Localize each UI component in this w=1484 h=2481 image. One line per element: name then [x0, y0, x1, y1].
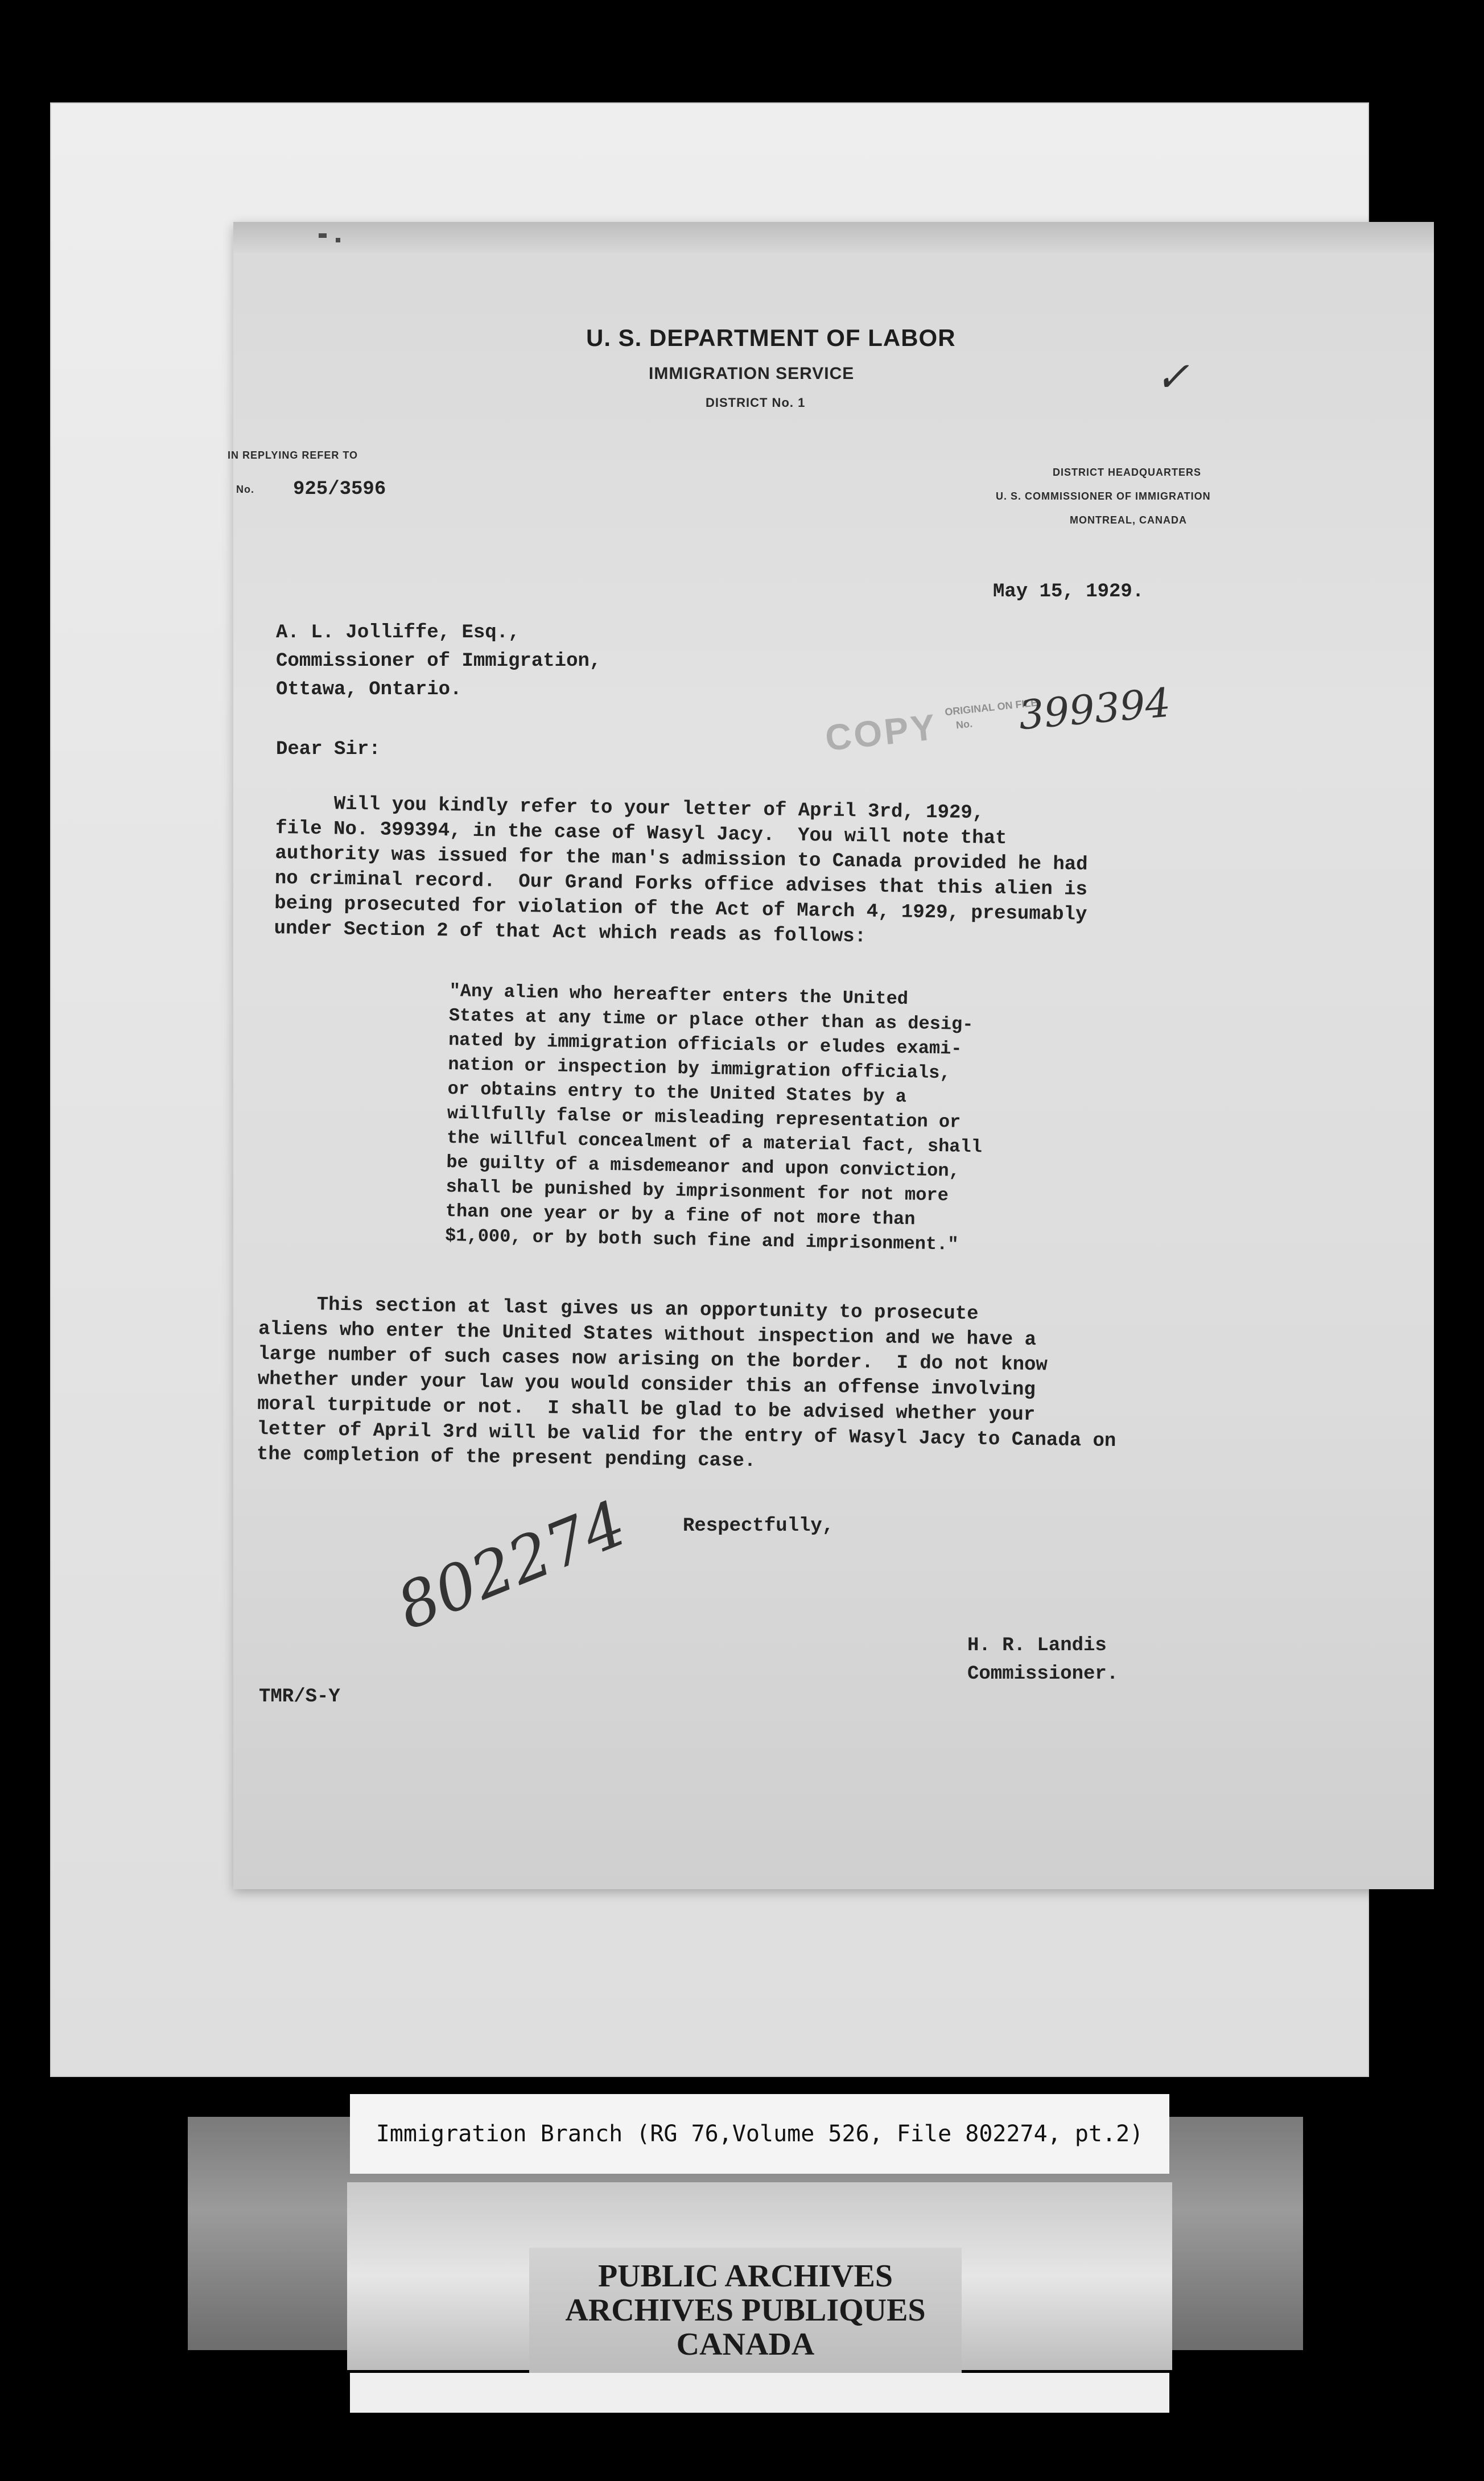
quote-line: States at any time or place other than as desig- [448, 1004, 974, 1036]
paragraph-1-line: authority was issued for the man's admission to Canada provided he had [275, 842, 1088, 876]
folded-top-edge [233, 222, 1434, 253]
paragraph-2 [257, 1292, 1283, 1481]
signatory-name: H. R. Landis [967, 1635, 1107, 1656]
handwritten-file-number: 399394 [1016, 679, 1173, 739]
archive-stamp-line-2: ARCHIVES PUBLIQUES [565, 2293, 926, 2328]
quote-line: nation or inspection by immigration officials, [448, 1053, 951, 1084]
copy-stamp-line-2: No. [955, 718, 973, 731]
paragraph-2-line: large number of such cases now arising on the border. I do not know [258, 1343, 1048, 1376]
copy-stamp: COPY [823, 706, 939, 759]
letter-date: May 15, 1929. [993, 581, 1144, 603]
paragraph-1-line: under Section 2 of that Act which reads as follows: [274, 917, 867, 948]
quote-line: be guilty of a misdemeanor and upon conviction, [446, 1151, 961, 1182]
quote-line: the willful concealment of a material fact, shall [446, 1127, 983, 1158]
handwritten-file-number-2: 802274 [387, 1486, 636, 1644]
reply-refer-prompt: IN REPLYING REFER TO [228, 450, 358, 461]
paragraph-1-line: being prosecuted for violation of the Act of March 4, 1929, presumably [274, 892, 1087, 926]
check-mark: ✓ [1155, 353, 1190, 401]
bottom-white-strip [350, 2373, 1169, 2413]
quote-line: willfully false or misleading representation or [447, 1102, 961, 1133]
paragraph-2-line: letter of April 3rd will be valid for the entry of Wasyl Jacy to Canada on [257, 1418, 1116, 1453]
paragraph-1 [274, 791, 1289, 955]
addressee-line-1: A. L. Jolliffe, Esq., [276, 622, 520, 644]
addressee-line-2: Commissioner of Immigration, [276, 650, 601, 672]
quote-line: than one year or by a fine of not more than [445, 1200, 916, 1230]
service-heading: IMMIGRATION SERVICE [649, 364, 855, 383]
hq-line-3: MONTREAL, CANADA [1070, 514, 1187, 526]
quote-line: $1,000, or by both such fine and imprisonment." [444, 1225, 959, 1255]
archive-label-card [350, 2094, 1169, 2174]
signatory-title: Commissioner. [967, 1663, 1119, 1685]
paragraph-2-line: This section at last gives us an opportunity to prosecute [258, 1293, 979, 1325]
paragraph-1-line: no criminal record. Our Grand Forks office advises that this alien is [274, 867, 1088, 901]
paragraph-1-line: Will you kindly refer to your letter of April 3rd, 1929, [275, 792, 984, 825]
salutation: Dear Sir: [276, 739, 381, 760]
reference-no-label: No. [236, 484, 254, 495]
paragraph-2-line: whether under your law you would consider this an offense involving [257, 1368, 1036, 1402]
quote-line: or obtains entry to the United States by a [447, 1078, 907, 1108]
statute-quote [445, 979, 1149, 1260]
quote-line: nated by immigration officials or eludes exami- [448, 1029, 962, 1060]
speck-mark [336, 238, 340, 242]
archive-stamp-line-1: PUBLIC ARCHIVES [597, 2259, 893, 2294]
closing: Respectfully, [683, 1515, 834, 1537]
speck-mark [319, 233, 327, 238]
paragraph-2-line: moral turpitude or not. I shall be glad to be advised whether your [257, 1393, 1036, 1427]
hq-line-1: DISTRICT HEADQUARTERS [1053, 467, 1202, 478]
copy-stamp-line-1: ORIGINAL ON FILE [944, 697, 1038, 718]
archive-stamp-line-3: CANADA [676, 2327, 815, 2362]
addressee-line-3: Ottawa, Ontario. [276, 679, 462, 700]
district-heading: DISTRICT No. 1 [706, 395, 806, 410]
archive-label-text: Immigration Branch (RG 76,Volume 526, File 802274, pt.2) [376, 2121, 1144, 2147]
hq-line-2: U. S. COMMISSIONER OF IMMIGRATION [996, 491, 1211, 502]
archive-stamp-box [529, 2248, 962, 2373]
reference-number: 925/3596 [293, 479, 386, 500]
typist-initials: TMR/S-Y [259, 1686, 340, 1708]
quote-line: "Any alien who hereafter enters the United [449, 980, 909, 1010]
paragraph-1-line: file No. 399394, in the case of Wasyl Jacy. You will note that [275, 817, 1007, 850]
paragraph-2-line: the completion of the present pending case. [256, 1443, 756, 1473]
paragraph-2-line: aliens who enter the United States without inspection and we have a [258, 1318, 1037, 1351]
department-heading: U. S. DEPARTMENT OF LABOR [586, 324, 956, 351]
quote-line: shall be punished by imprisonment for not more [446, 1176, 949, 1206]
